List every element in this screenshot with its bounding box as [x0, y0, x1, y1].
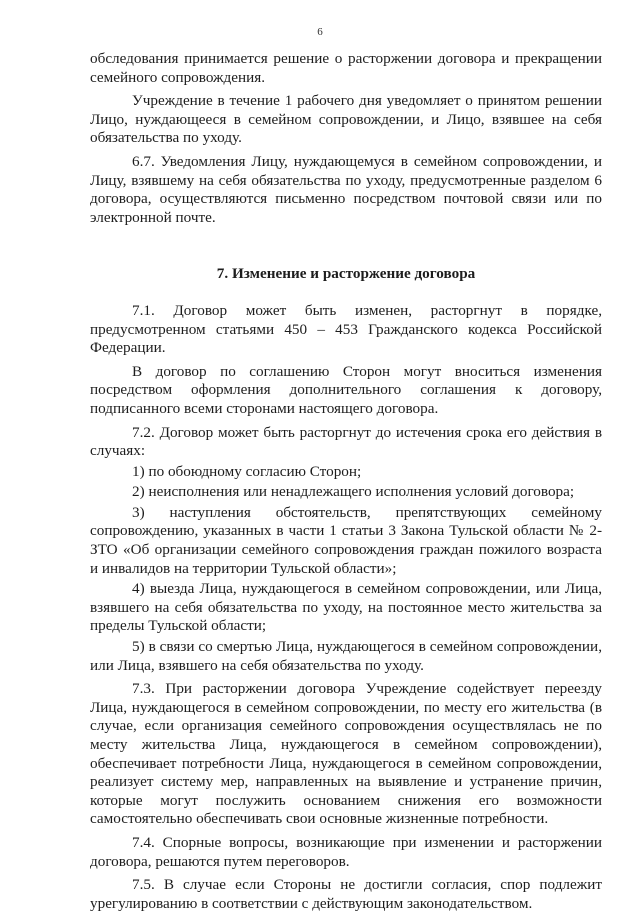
clause-7-5: 7.5. В случае если Стороны не достигли согласия, спор подлежит урегулированию в соответствии с действующим законодательством. [90, 876, 602, 912]
list-item: 2) неисполнения или ненадлежащего исполнения условий договора; [132, 483, 575, 501]
list-item: 5) в связи со смертью Лица, нуждающегося в семейном сопровождении, или Лица, взявшего на себя обязательства по уходу. [90, 638, 602, 674]
document-body [90, 50, 602, 918]
list-item: 4) выезда Лица, нуждающегося в семейном сопровождении, или Лица, взявшего на себя обязательства по уходу, на постоянное место жительства за пределы Тульской области; [90, 580, 602, 635]
list-item: 3) наступления обстоятельств, препятствующих семейному сопровождению, указанных в части 1 статьи 3 Закона Тульской области № 2-ЗТО «Об организации семейного сопровождения граждан пожилого возраста и инвалидов на территории Тульской области»; [90, 503, 602, 577]
clause-7-3: 7.3. При расторжении договора Учреждение содействует переезду Лица, нуждающегося в семейном сопровождении, по месту его жительства (в случае, если организация семейного сопровождения осуществлялась не по месту жительства Лица, нуждающегося в семейном сопровождении), обеспечивает потребности Лица, нуждающегося в семейном сопровождении, реализует систему мер, направленных на выявление и устранение причин, которые могут послужить основанием снижения его возможности самостоятельно обеспечивать свои основные жизненные потребности. [90, 680, 602, 828]
paragraph: 6.7. Уведомления Лицу, нуждающемуся в семейном сопровождении, и Лицу, взявшему на себя обязательства по уходу, предусмотренные разделом 6 договора, осуществляются письменно посредством почтовой связи или по электронной почте. [90, 152, 602, 226]
clause-7-1: 7.1. Договор может быть изменен, расторгнут в порядке, предусмотренном статьями 450 – 453 Гражданского кодекса Российской Федерации. [90, 301, 602, 357]
list-item: 1) по обоюдному согласию Сторон; [132, 462, 362, 480]
page-number: 6 [317, 26, 323, 38]
section-heading: 7. Изменение и расторжение договора [216, 265, 476, 283]
paragraph: В договор по соглашению Сторон могут вноситься изменения посредством оформления дополнительного соглашения к договору, подписанного всеми сторонами настоящего договора. [90, 362, 602, 417]
paragraph: обследования принимается решение о расторжении договора и прекращении семейного сопровождения. [90, 50, 602, 86]
paragraph: Учреждение в течение 1 рабочего дня уведомляет о принятом решении Лицо, нуждающееся в семейном сопровождении, и Лицо, взявшее на себя обязательства по уходу. [90, 92, 602, 147]
clause-7-4: 7.4. Спорные вопросы, возникающие при изменении и расторжении договора, решаются путем переговоров. [90, 833, 602, 870]
clause-7-2: 7.2. Договор может быть расторгнут до истечения срока его действия в случаях: [90, 423, 602, 460]
